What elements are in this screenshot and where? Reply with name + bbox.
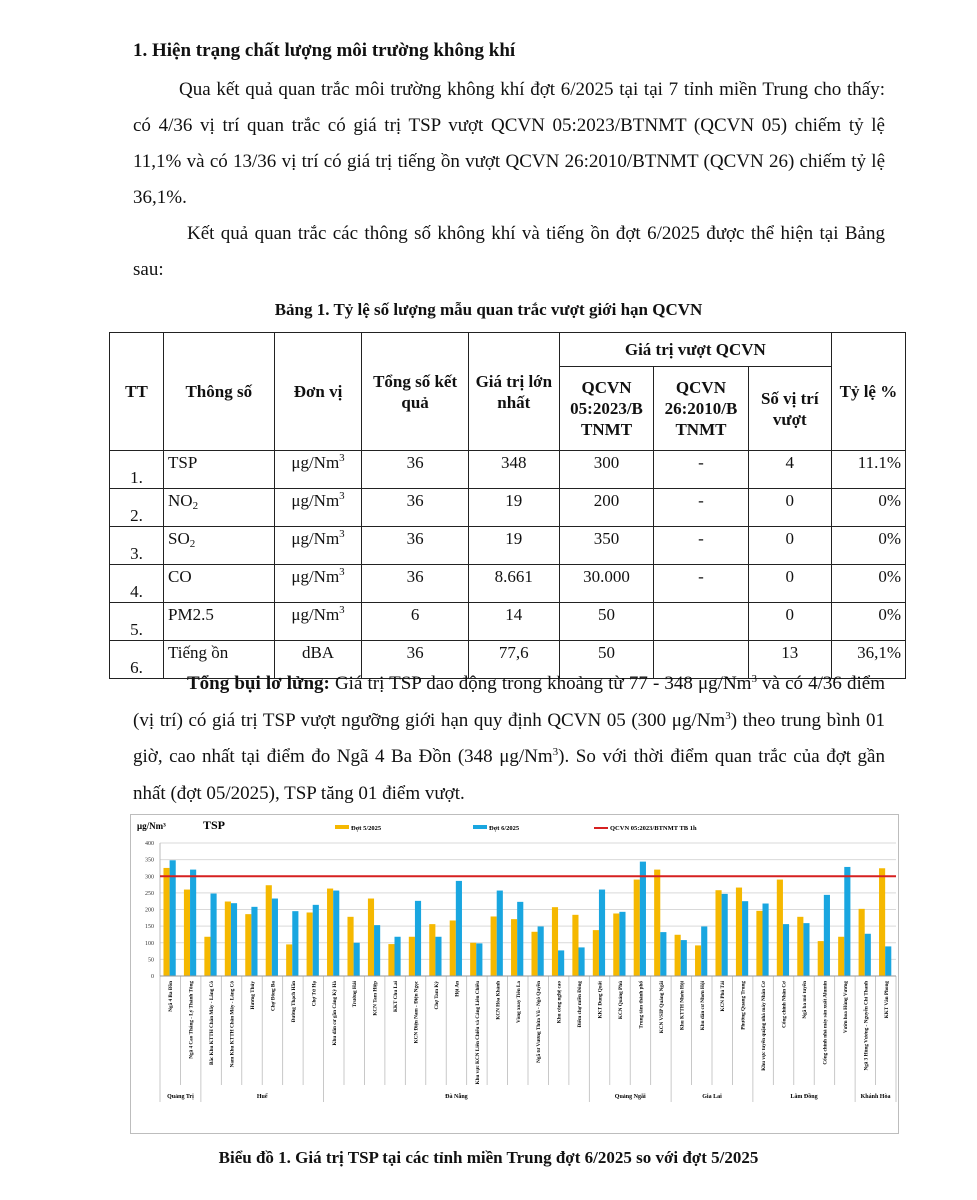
bar-dot6	[558, 950, 564, 976]
y-tick-label: 400	[145, 841, 154, 847]
cell-unit: μg/Nm$^3$	[274, 603, 362, 641]
col-param: Thông số	[164, 333, 275, 451]
bar-dot6	[578, 947, 584, 976]
bar-dot6	[824, 895, 830, 976]
x-tick-label: KCN Tam Hiệp	[372, 981, 379, 1016]
bar-dot5	[266, 885, 272, 976]
bar-dot5	[470, 943, 476, 976]
col-total: Tổng số kết quả	[362, 333, 468, 451]
bar-dot6	[742, 901, 748, 976]
y-tick-label: 350	[145, 857, 154, 864]
cell-count: 0	[748, 527, 831, 565]
x-tick-label: Vòng xoay Tiên La	[515, 981, 522, 1024]
cell-param: Tiếng ồn	[164, 641, 275, 679]
col-qcvn05: QCVN 05:2023/B TNMT	[559, 367, 653, 451]
bar-dot6	[272, 899, 278, 976]
bar-dot5	[225, 902, 231, 976]
intro-paragraph	[133, 72, 885, 288]
col-unit: Đơn vị	[274, 333, 362, 451]
bar-dot6	[190, 870, 196, 976]
x-tick-label: Chợ Đông Ba	[270, 981, 277, 1011]
bar-dot5	[429, 924, 435, 976]
bar-dot5	[245, 914, 251, 976]
legend-label: Đợt 5/2025	[351, 825, 382, 832]
x-tick-label: Khu dân cư gần Cảng Kỳ Hà	[331, 981, 338, 1046]
bar-dot6	[783, 924, 789, 976]
y-tick-label: 250	[145, 890, 154, 897]
x-tick-label: Cổng chính Nhân Cơ	[781, 981, 788, 1028]
cell-max: 19	[468, 489, 559, 527]
cell-total: 36	[362, 451, 468, 489]
cell-unit: dBA	[274, 641, 362, 679]
x-tick-label: Bắc Khu KTTH Chân Mây - Lăng Cô	[209, 981, 216, 1066]
x-tick-label: Nam Khu KTTH Chân Mây - Lăng Cô	[229, 981, 236, 1068]
bar-dot6	[435, 937, 441, 976]
cell-count: 0	[748, 565, 831, 603]
cell-qcvn26: -	[654, 565, 748, 603]
cell-tt: 5.	[110, 603, 164, 641]
bar-dot5	[409, 937, 415, 976]
cell-total: 36	[362, 489, 468, 527]
x-tick-label: KCN Quảng Phú	[618, 981, 624, 1020]
bar-dot6	[170, 860, 176, 976]
table-row	[110, 527, 906, 565]
bar-dot5	[777, 880, 783, 976]
legend-swatch	[335, 825, 349, 829]
legend-swatch	[473, 825, 487, 829]
x-tick-label: Phường Quang Trung	[740, 981, 747, 1030]
y-tick-label: 0	[151, 974, 154, 980]
x-tick-label: Chợ Tam Kỳ	[434, 981, 440, 1010]
table-row	[110, 451, 906, 489]
bar-dot5	[572, 915, 578, 976]
col-count: Số vị trí vượt	[748, 367, 831, 451]
x-tick-label: Khu công nghệ cao	[556, 981, 563, 1024]
bar-dot6	[865, 934, 871, 976]
y-tick-label: 300	[145, 874, 154, 881]
bar-dot6	[619, 912, 625, 976]
cell-param: CO	[164, 565, 275, 603]
bar-dot5	[552, 907, 558, 976]
bar-dot5	[531, 932, 537, 976]
y-unit-label: μg/Nm³	[137, 821, 166, 831]
cell-count: 4	[748, 451, 831, 489]
cell-total: 6	[362, 603, 468, 641]
bar-dot6	[844, 867, 850, 976]
bar-dot5	[736, 888, 742, 976]
region-label: Lâm Đồng	[790, 1094, 818, 1100]
section-heading: 1. Hiện trạng chất lượng môi trường không khí	[133, 40, 516, 61]
bar-dot6	[722, 894, 728, 976]
cell-ratio: 11.1%	[831, 451, 905, 489]
cell-qcvn05: 350	[559, 527, 653, 565]
x-tick-label: KCN VSIP Quảng Ngãi	[658, 981, 665, 1034]
legend-label: QCVN 05:2023/BTNMT TB 1h	[610, 825, 697, 832]
cell-ratio: 0%	[831, 527, 905, 565]
cell-qcvn26: -	[654, 489, 748, 527]
cell-count: 0	[748, 603, 831, 641]
bar-dot5	[715, 890, 721, 976]
bar-dot5	[859, 909, 865, 976]
cell-param: PM2.5	[164, 603, 275, 641]
y-tick-label: 100	[145, 940, 154, 947]
bar-dot6	[415, 901, 421, 976]
bar-dot5	[511, 919, 517, 976]
x-tick-label: Khu vực tuyển quặng nhà máy Nhân Cơ	[761, 981, 768, 1071]
cell-qcvn26: -	[654, 527, 748, 565]
cell-qcvn05: 50	[559, 641, 653, 679]
cell-ratio: 36,1%	[831, 641, 905, 679]
x-tick-label: Đường Thạch Hãn	[290, 981, 297, 1023]
bar-dot6	[394, 937, 400, 976]
col-group-exceed: Giá trị vượt QCVN	[559, 333, 831, 367]
bar-dot5	[797, 917, 803, 976]
x-tick-label: Hương Thủy	[250, 981, 256, 1010]
cell-param: TSP	[164, 451, 275, 489]
cell-max: 19	[468, 527, 559, 565]
cell-tt: 3.	[110, 527, 164, 565]
col-tt: TT	[110, 333, 164, 451]
cell-param: $NO_2$	[164, 489, 275, 527]
tsp-bar-chart	[131, 815, 898, 1133]
cell-qcvn26: -	[654, 451, 748, 489]
bar-dot6	[476, 943, 482, 976]
bar-dot6	[681, 940, 687, 976]
x-tick-label: Khu vực KCN Liên Chiểu và Cảng Liên Chiểu	[474, 981, 481, 1085]
x-tick-label: KKT Dung Quất	[597, 981, 604, 1019]
cell-max: 8.661	[468, 565, 559, 603]
bar-dot6	[251, 907, 257, 976]
cell-tt: 6.	[110, 641, 164, 679]
legend-label: Đợt 6/2025	[489, 825, 520, 832]
cell-qcvn05: 200	[559, 489, 653, 527]
cell-param: $SO_2$	[164, 527, 275, 565]
bar-dot6	[231, 903, 237, 976]
bar-dot5	[163, 868, 169, 976]
bar-dot5	[634, 880, 640, 976]
x-tick-label: Trường Hải	[352, 981, 359, 1008]
cell-total: 36	[362, 641, 468, 679]
bar-dot5	[491, 916, 497, 976]
bar-dot5	[838, 937, 844, 976]
bar-dot5	[327, 889, 333, 976]
bar-dot6	[292, 911, 298, 976]
cell-tt: 2.	[110, 489, 164, 527]
bar-dot6	[354, 943, 360, 976]
cell-qcvn05: 30.000	[559, 565, 653, 603]
bar-dot5	[613, 913, 619, 976]
bar-dot6	[701, 926, 707, 976]
cell-max: 348	[468, 451, 559, 489]
bar-dot6	[640, 862, 646, 976]
cell-unit: μg/Nm$^3$	[274, 527, 362, 565]
x-tick-label: Ngã 4 Ba Đồn	[168, 981, 175, 1012]
bar-dot5	[756, 911, 762, 976]
region-label: Huế	[256, 1094, 268, 1100]
cell-unit: μg/Nm$^3$	[274, 489, 362, 527]
bar-dot6	[333, 891, 339, 976]
bar-dot5	[675, 935, 681, 976]
y-tick-label: 200	[145, 907, 154, 914]
cell-count: 13	[748, 641, 831, 679]
table-intro-text: Kết quả quan trắc các thông số không khí và tiếng ồn đợt 6/2025 được thể hiện tại Bảng sau:	[133, 223, 885, 280]
table-row	[110, 565, 906, 603]
tsp-chart	[130, 814, 899, 1134]
bar-dot6	[517, 902, 523, 976]
cell-ratio: 0%	[831, 565, 905, 603]
x-tick-label: Ngã 4 Cao Thắng - Lý Thánh Tông	[188, 981, 195, 1059]
cell-max: 14	[468, 603, 559, 641]
cell-tt: 4.	[110, 565, 164, 603]
x-tick-label: Khu dân cư Nhơn Hội	[699, 981, 706, 1031]
cell-ratio: 0%	[831, 603, 905, 641]
cell-qcvn05: 300	[559, 451, 653, 489]
bar-dot6	[313, 905, 319, 976]
chart-caption: Biểu đồ 1. Giá trị TSP tại các tỉnh miền Trung đợt 6/2025 so với đợt 5/2025	[218, 1148, 759, 1167]
bar-dot5	[388, 944, 394, 976]
x-tick-label: Ngã 3 Hùng Vương - Nguyễn Chí Thanh	[863, 981, 870, 1071]
table-row	[110, 603, 906, 641]
legend-swatch	[594, 827, 608, 829]
x-tick-label: KKT Vân Phong	[883, 981, 890, 1019]
y-tick-label: 50	[148, 957, 154, 964]
col-max: Giá trị lớn nhất	[468, 333, 559, 451]
x-tick-label: Ngã tư Vương Thừa Vũ - Ngô Quyền	[536, 981, 543, 1063]
bar-dot5	[695, 945, 701, 976]
bar-dot6	[885, 946, 891, 976]
bar-dot5	[593, 930, 599, 976]
bar-dot5	[654, 870, 660, 976]
cell-max: 77,6	[468, 641, 559, 679]
x-tick-label: Hội An	[454, 981, 461, 997]
cell-count: 0	[748, 489, 831, 527]
x-tick-label: Vườn hoa Hùng Vương	[842, 981, 849, 1034]
x-tick-label: KCN Hòa Khánh	[495, 981, 502, 1020]
x-tick-label: Chợ Tứ Hạ	[311, 981, 318, 1007]
tsp-paragraph: Tổng bụi lơ lửng: Giá trị TSP dao động trong khoảng từ 77 - 348 μg/Nm$^3$ và có 4/36 điểm (vị trí) có giá trị TSP vượt ngưỡng giới hạn quy định QCVN 05 (300 μg/Nm$^3$) theo trung bình 01 giờ, cao nhất tại điểm đo Ngã 4 Ba Đồn (348 μg/Nm$^3$). So với thời điểm quan trắc của đợt gần nhất (đợt 05/2025), TSP tăng 01 điểm vượt.	[133, 673, 886, 804]
x-tick-label: Cổng chính nhà máy sản xuất Alumin	[822, 981, 829, 1065]
region-label: Quảng Trị	[167, 1094, 194, 1100]
x-tick-label: Điểm chợ miền Đông	[577, 981, 584, 1028]
col-ratio: Tỷ lệ %	[831, 333, 905, 451]
cell-ratio: 0%	[831, 489, 905, 527]
cell-total: 36	[362, 565, 468, 603]
bar-dot5	[818, 941, 824, 976]
bar-dot5	[307, 912, 313, 976]
region-label: Đà Nẵng	[445, 1094, 468, 1100]
x-tick-label: Trung tâm thành phố	[638, 981, 645, 1029]
bar-dot6	[762, 904, 768, 976]
tsp-lead: Tổng bụi lơ lửng:	[187, 673, 330, 694]
bar-dot5	[450, 920, 456, 976]
cell-unit: μg/Nm$^3$	[274, 451, 362, 489]
region-label: Gia Lai	[702, 1094, 722, 1100]
cell-total: 36	[362, 527, 468, 565]
table-row	[110, 489, 906, 527]
bar-dot6	[456, 881, 462, 976]
x-tick-label: KCN Phú Tài	[720, 981, 727, 1012]
chart-title: TSP	[203, 818, 226, 832]
cell-unit: μg/Nm$^3$	[274, 565, 362, 603]
x-tick-label: KKT Chu Lai	[393, 981, 400, 1013]
y-tick-label: 150	[145, 924, 154, 931]
x-tick-label: Ngã ba mỏ tuyển	[802, 981, 808, 1019]
bar-dot6	[210, 894, 216, 976]
x-tick-label: KCN Điện Nam - Điện Ngọc	[413, 981, 420, 1044]
cell-qcvn26	[654, 603, 748, 641]
bar-dot5	[286, 944, 292, 976]
table-caption: Bảng 1. Tỷ lệ số lượng mẫu quan trắc vượt giới hạn QCVN	[274, 300, 703, 319]
region-label: Khánh Hòa	[860, 1094, 891, 1100]
bar-dot5	[184, 890, 190, 976]
bar-dot6	[374, 925, 380, 976]
bar-dot6	[599, 890, 605, 976]
exceedance-table	[109, 332, 906, 679]
intro-text: Qua kết quả quan trắc môi trường không khí đợt 6/2025 tại tại 7 tỉnh miền Trung cho thấy: có 4/36 vị trí quan trắc có giá trị TSP vượt QCVN 05:2023/BTNMT (QCVN 05) chiếm tỷ lệ 11,1% và có 13/36 vị trí có giá trị tiếng ồn vượt QCVN 26:2010/BTNMT (QCVN 26) chiếm tỷ lệ 36,1%.	[133, 79, 885, 208]
bar-dot6	[660, 932, 666, 976]
bar-dot6	[497, 891, 503, 976]
cell-qcvn05: 50	[559, 603, 653, 641]
bar-dot5	[204, 937, 210, 976]
bar-dot5	[368, 899, 374, 976]
col-qcvn26: QCVN 26:2010/B TNMT	[654, 367, 748, 451]
bar-dot6	[803, 923, 809, 976]
cell-tt: 1.	[110, 451, 164, 489]
region-label: Quảng Ngãi	[614, 1094, 646, 1100]
bar-dot5	[347, 917, 353, 976]
bar-dot6	[538, 926, 544, 976]
x-tick-label: Khu KTTH Nhơn Hội	[679, 981, 686, 1031]
bar-dot5	[879, 868, 885, 976]
